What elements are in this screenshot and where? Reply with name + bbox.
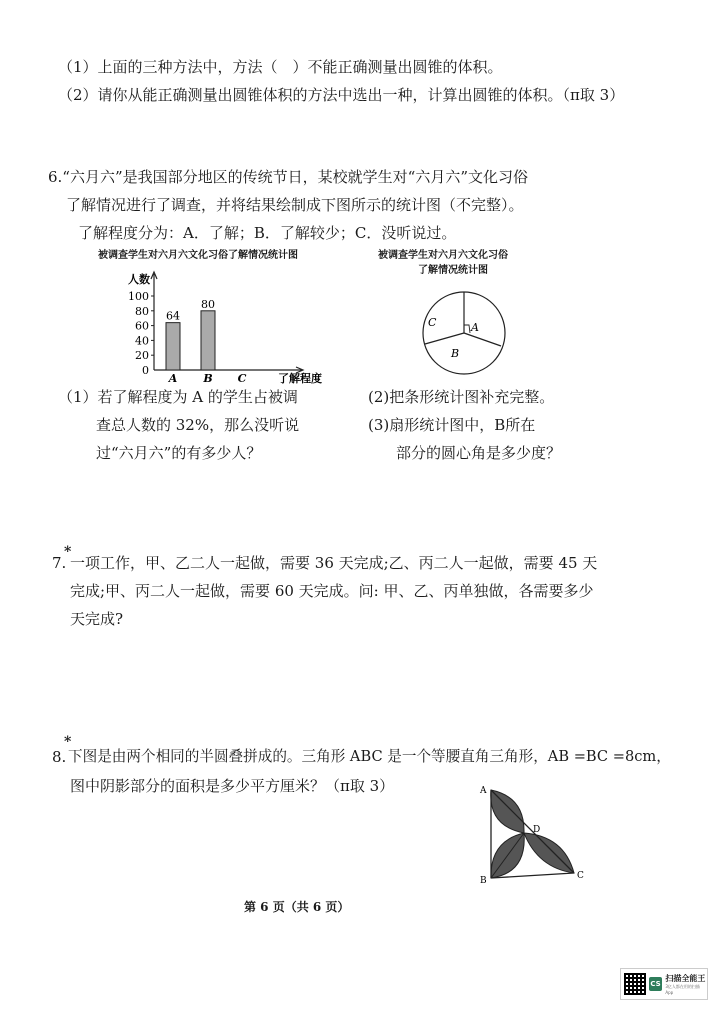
watermark-subtitle: 3亿人都在用的扫描App bbox=[665, 984, 700, 995]
q6-line3: 了解程度分为：A．了解；B．了解较少；C．没听说过。 bbox=[78, 224, 457, 242]
pie-radius-right bbox=[464, 333, 501, 346]
camscanner-logo-icon: CS bbox=[649, 977, 663, 991]
q8-figure bbox=[478, 782, 588, 888]
bar-chart-ytick-label: 60 bbox=[135, 319, 149, 333]
pie-label-a: A bbox=[471, 321, 479, 334]
q7-line1: 一项工作，甲、乙二人一起做，需要 36 天完成;乙、丙二人一起做，需要 45 天 bbox=[70, 554, 598, 572]
bar-value-label-a: 64 bbox=[166, 309, 180, 323]
bar-value-label-b: 80 bbox=[201, 297, 215, 311]
q7-number: 7. bbox=[52, 554, 67, 572]
bar-category-label-a: A bbox=[168, 372, 178, 385]
scanner-watermark bbox=[620, 968, 708, 1000]
bar-category-label-b: B bbox=[203, 372, 213, 385]
pie-chart bbox=[412, 286, 516, 380]
q6-line2: 了解情况进行了调查，并将结果绘制成下图所示的统计图（不完整）。 bbox=[66, 196, 524, 214]
page-footer: 第 6 页（共 6 页） bbox=[244, 900, 350, 914]
q6-sub1-line2: 查总人数的 32%，那么没听说 bbox=[96, 416, 300, 434]
label-b: B bbox=[480, 876, 487, 886]
bar-b bbox=[201, 311, 215, 370]
qr-code-icon bbox=[624, 973, 646, 995]
q8-line2: 图中阴影部分的面积是多少平方厘米？（π取 3） bbox=[70, 777, 395, 795]
bar-chart-ylabel: 人数 bbox=[128, 273, 150, 286]
bar-chart-ytick-label: 0 bbox=[142, 364, 149, 377]
q6-sub1-line1: （1）若了解程度为 A 的学生占被调 bbox=[58, 388, 298, 406]
bar-chart-xlabel: 了解程度 bbox=[278, 372, 322, 385]
bar-chart bbox=[110, 266, 350, 390]
bar-chart-title: 被调查学生对六月六文化习俗了解情况统计图 bbox=[98, 250, 298, 261]
bar-chart-ytick-label: 40 bbox=[135, 334, 149, 348]
label-c: C bbox=[577, 871, 584, 881]
q6-sub3-line2: 部分的圆心角是多少度？ bbox=[396, 444, 562, 462]
bar-chart-ytick-label: 20 bbox=[135, 349, 149, 363]
q6-sub2: (2)把条形统计图补充完整。 bbox=[368, 388, 555, 406]
q5-sub2: （2）请你从能正确测量出圆锥体积的方法中选出一种，计算出圆锥的体积。（π取 3） bbox=[58, 86, 625, 104]
pie-label-c: C bbox=[428, 316, 437, 329]
q7-star: * bbox=[64, 544, 72, 560]
q6-sub1-line3: 过“六月六”的有多少人？ bbox=[96, 444, 262, 462]
shaded-petal-upper-left bbox=[491, 790, 524, 833]
shaded-petal-right bbox=[524, 833, 574, 873]
q6-line1: 6.“六月六”是我国部分地区的传统节日，某校就学生对“六月六”文化习俗 bbox=[48, 168, 528, 186]
q7-line2: 完成;甲、丙二人一起做，需要 60 天完成。问: 甲、乙、丙单独做，各需要多少 bbox=[70, 582, 594, 600]
q7-line3: 天完成? bbox=[70, 610, 124, 628]
label-d: D bbox=[533, 825, 541, 835]
q8-line1: 下图是由两个相同的半圆叠拼成的。三角形 ABC 是一个等腰直角三角形，AB =BC =8cm， bbox=[68, 748, 671, 765]
q8-star: * bbox=[64, 734, 72, 750]
label-a: A bbox=[480, 786, 487, 796]
q6-sub3-line1: (3)扇形统计图中，B所在 bbox=[368, 416, 536, 434]
pie-angle-mark bbox=[464, 325, 470, 333]
q5-sub1: （1）上面的三种方法中，方法（ ）不能正确测量出圆锥的体积。 bbox=[58, 58, 503, 76]
bar-a bbox=[166, 323, 180, 370]
pie-chart-title-line2: 了解情况统计图 bbox=[418, 265, 488, 276]
bar-chart-ytick-label: 100 bbox=[128, 290, 149, 303]
pie-radius-left bbox=[425, 333, 464, 344]
pie-chart-title-line1: 被调查学生对六月六文化习俗 bbox=[378, 250, 508, 261]
bar-category-label-c: C bbox=[237, 372, 247, 385]
pie-label-b: B bbox=[451, 347, 460, 360]
q8-number: 8. bbox=[52, 748, 67, 766]
bar-chart-ytick-label: 80 bbox=[135, 304, 149, 318]
watermark-title: 扫描全能王 bbox=[665, 974, 706, 983]
